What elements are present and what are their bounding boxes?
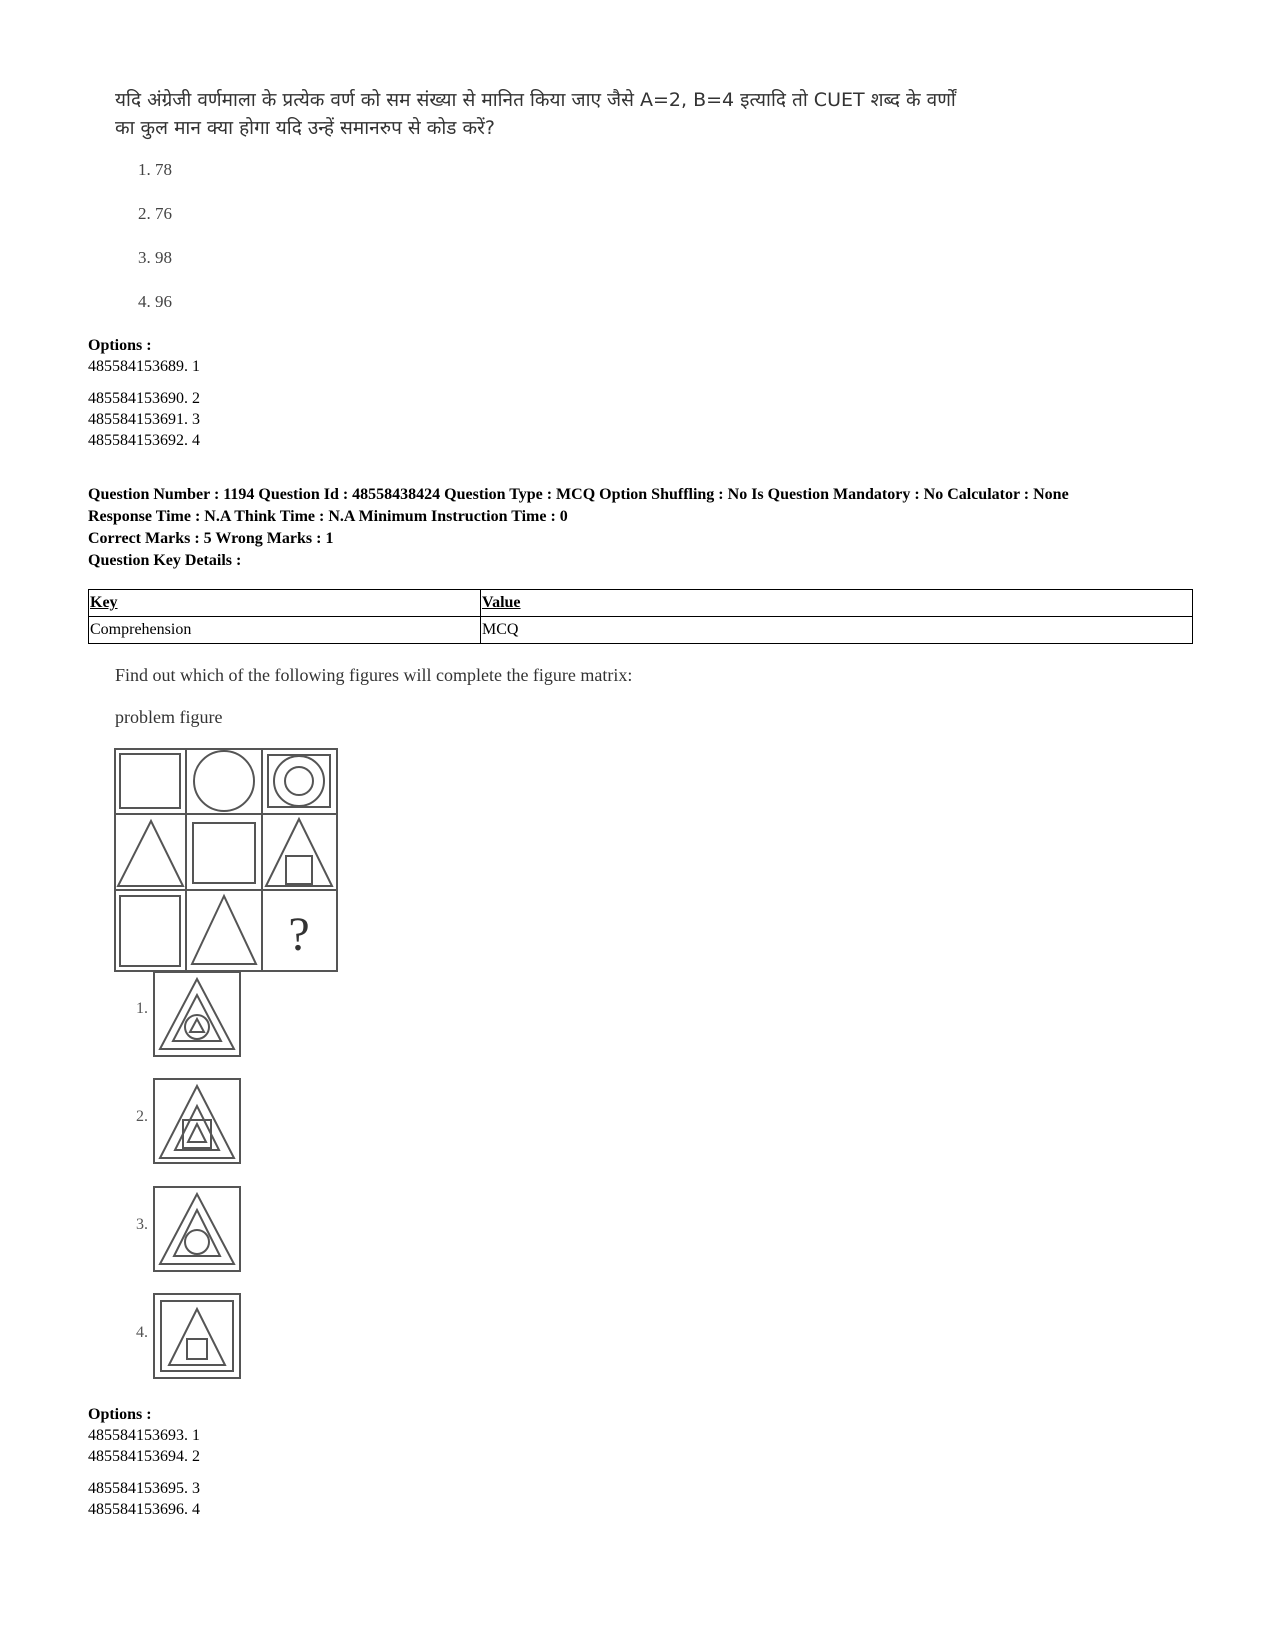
figure-choice-4 — [153, 1293, 241, 1379]
matrix-cell-6-square — [286, 856, 312, 884]
question1-choice-4: 4. 96 — [138, 292, 172, 311]
question-meta-line3: Correct Marks : 5 Wrong Marks : 1 — [88, 530, 334, 547]
question1-options-title: Options : — [88, 337, 152, 354]
matrix-cell-7-square — [120, 896, 180, 966]
question1-line2: का कुल मान क्या होगा यदि उन्हें समानरुप से कोड करें? — [115, 117, 495, 139]
choice3-inner-triangle — [174, 1210, 220, 1256]
problem-figure-matrix — [114, 748, 339, 973]
question-key-table — [88, 589, 1193, 644]
question1-choice-1: 1. 78 — [138, 160, 172, 179]
matrix-question-mark: ? — [288, 908, 310, 961]
question1-option-2: 485584153690. 2 — [88, 390, 200, 407]
question2-text: Find out which of the following figures will complete the figure matrix: — [115, 665, 633, 685]
question2-subtitle: problem figure — [115, 707, 223, 727]
question1-choice-2: 2. 76 — [138, 204, 172, 223]
question1-option-4: 485584153692. 4 — [88, 432, 200, 449]
question2-option-2: 485584153694. 2 — [88, 1448, 200, 1465]
question1-line1: यदि अंग्रेजी वर्णमाला के प्रत्येक वर्ण को सम संख्या से मानित किया जाए जैसे A=2, B=4 इत्यादि तो CUET शब्द के वर्णों — [115, 89, 956, 111]
question-meta-line4: Question Key Details : — [88, 552, 242, 569]
question2-options-title: Options : — [88, 1406, 152, 1423]
value-cell: MCQ — [481, 617, 1193, 644]
matrix-cell-6-triangle — [266, 819, 332, 886]
matrix-cell-2-circle — [194, 751, 254, 811]
matrix-cell-4-triangle — [118, 821, 183, 886]
figure-choice-2 — [153, 1078, 241, 1164]
matrix-cell-1-square — [120, 754, 180, 808]
matrix-cell-8-triangle — [192, 896, 256, 964]
question2-option-4: 485584153696. 4 — [88, 1501, 200, 1518]
choice1-small-triangle — [190, 1019, 204, 1032]
figure-choice-label-3: 3. — [136, 1216, 148, 1233]
choice2-small-triangle — [188, 1124, 206, 1142]
question1-text — [115, 86, 1015, 142]
question1-option-3: 485584153691. 3 — [88, 411, 200, 428]
matrix-cell-3-circle — [274, 756, 324, 806]
figure-choice-3 — [153, 1186, 241, 1272]
figure-choice-label-2: 2. — [136, 1108, 148, 1125]
choice4-small-square — [187, 1339, 207, 1359]
question-meta-line2: Response Time : N.A Think Time : N.A Minimum Instruction Time : 0 — [88, 508, 568, 525]
figure-choice-label-4: 4. — [136, 1324, 148, 1341]
question2-option-1: 485584153693. 1 — [88, 1427, 200, 1444]
key-cell: Comprehension — [89, 617, 481, 644]
matrix-cell-5-square — [193, 823, 255, 883]
question1-option-1: 485584153689. 1 — [88, 358, 200, 375]
question-meta-line1: Question Number : 1194 Question Id : 48558438424 Question Type : MCQ Option Shuffling : No Is Question Mandatory : No Calculator : None — [88, 486, 1069, 503]
value-header: Value — [481, 590, 1193, 617]
matrix-cell-3-inner-circle — [285, 767, 313, 795]
question2-option-3: 485584153695. 3 — [88, 1480, 200, 1497]
matrix-cell-3-square — [268, 755, 330, 807]
figure-choice-1 — [153, 971, 241, 1057]
choice4-triangle — [169, 1309, 225, 1365]
key-table-row — [89, 617, 1193, 644]
key-table-header-row — [89, 590, 1193, 617]
figure-choice-label-1: 1. — [136, 1000, 148, 1017]
key-header: Key — [89, 590, 481, 617]
choice2-inner-triangle — [175, 1106, 219, 1150]
choice3-circle — [185, 1230, 209, 1254]
question1-choice-3: 3. 98 — [138, 248, 172, 267]
